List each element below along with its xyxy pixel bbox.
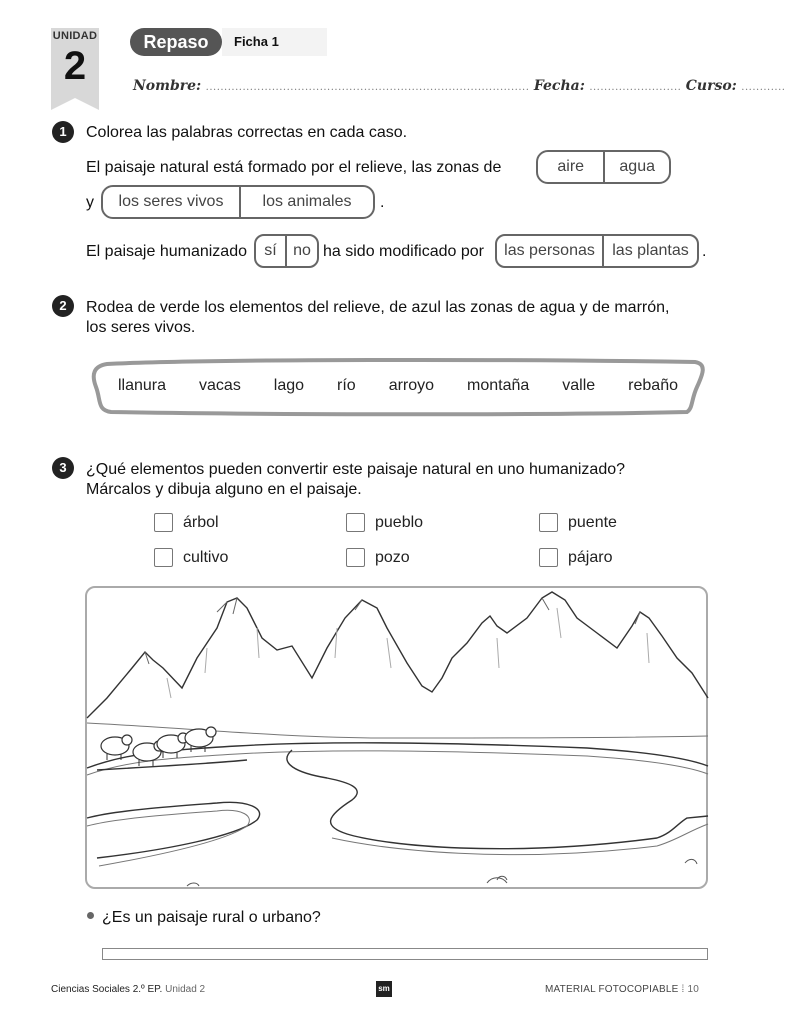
checkbox-label: árbol bbox=[183, 513, 219, 531]
checkbox-square[interactable] bbox=[539, 548, 558, 567]
date-label: Fecha: bbox=[533, 78, 585, 94]
footer-material: MATERIAL FOTOCOPIABLE ⁞ 10 bbox=[545, 984, 699, 995]
word-item[interactable]: montaña bbox=[467, 377, 530, 394]
checkbox-square[interactable] bbox=[346, 513, 365, 532]
question-1-number: 1 bbox=[52, 121, 74, 143]
checkbox-label: cultivo bbox=[183, 548, 229, 566]
sheet-label: Ficha 1 bbox=[222, 28, 327, 56]
checkbox-label: pozo bbox=[375, 548, 410, 566]
word-item[interactable]: llanura bbox=[118, 377, 167, 394]
question-2-number: 2 bbox=[52, 295, 74, 317]
checkbox-pueblo[interactable] bbox=[346, 513, 423, 532]
q1-option-animales[interactable]: los animales bbox=[262, 193, 352, 210]
course-field[interactable]: ............ bbox=[741, 82, 785, 93]
name-field[interactable]: ........................................................................................ bbox=[205, 82, 530, 93]
date-field[interactable]: ......................... bbox=[589, 82, 682, 93]
question-2-prompt-line2: los seres vivos. bbox=[86, 319, 196, 336]
q1-option-group-d bbox=[495, 234, 699, 268]
checkbox-arbol[interactable] bbox=[154, 513, 219, 532]
checkbox-puente[interactable] bbox=[539, 513, 617, 532]
course-label: Curso: bbox=[685, 78, 737, 94]
footer-material-label: MATERIAL FOTOCOPIABLE bbox=[545, 984, 679, 995]
q1-option-aire[interactable]: aire bbox=[557, 158, 585, 175]
checkbox-label: puente bbox=[568, 513, 617, 531]
q1-option-group-b bbox=[101, 185, 375, 219]
q1-line3-text-b: ha sido modificado por bbox=[323, 243, 484, 260]
word-item[interactable]: valle bbox=[562, 377, 596, 394]
river bbox=[97, 750, 708, 849]
sub-question-text: ¿Es un paisaje rural o urbano? bbox=[102, 909, 321, 926]
unit-tab bbox=[51, 28, 99, 110]
q1-option-seres-vivos[interactable]: los seres vivos bbox=[118, 193, 224, 210]
question-1-prompt: Colorea las palabras correctas en cada caso. bbox=[86, 124, 408, 141]
page-number: 10 bbox=[687, 984, 699, 995]
answer-field[interactable] bbox=[102, 948, 708, 960]
q1-line2-suffix: . bbox=[380, 194, 385, 211]
checkbox-square[interactable] bbox=[346, 548, 365, 567]
q1-option-agua[interactable]: agua bbox=[619, 158, 655, 175]
footer-book bbox=[51, 984, 205, 995]
q1-option-group-a bbox=[536, 150, 671, 184]
footer-book-title: Ciencias Sociales 2.º EP. bbox=[51, 984, 163, 995]
checkbox-label: pájaro bbox=[568, 548, 613, 566]
q1-option-group-c bbox=[254, 234, 319, 268]
unit-label: UNIDAD bbox=[52, 30, 98, 42]
q1-option-plantas[interactable]: las plantas bbox=[612, 242, 689, 259]
checkbox-square[interactable] bbox=[154, 548, 173, 567]
name-label: Nombre: bbox=[133, 78, 202, 94]
word-item[interactable]: lago bbox=[273, 377, 305, 394]
checkbox-square[interactable] bbox=[539, 513, 558, 532]
mountain-range bbox=[87, 592, 708, 718]
section-title: Repaso bbox=[130, 28, 222, 56]
word-item[interactable]: rebaño bbox=[628, 377, 678, 394]
q1-option-no[interactable]: no bbox=[293, 242, 311, 259]
q1-line1-text: El paisaje natural está formado por el relieve, las zonas de bbox=[86, 159, 502, 176]
question-3-number: 3 bbox=[52, 457, 74, 479]
question-2-prompt-line1: Rodea de verde los elementos del relieve, de azul las zonas de agua y de marrón, bbox=[86, 299, 670, 316]
unit-number: 2 bbox=[63, 44, 87, 88]
sub-question bbox=[87, 909, 321, 927]
word-item[interactable]: vacas bbox=[199, 377, 241, 394]
word-list bbox=[118, 377, 678, 395]
bullet bbox=[87, 912, 94, 919]
q1-line3-text-a: El paisaje humanizado bbox=[86, 243, 247, 260]
checkbox-pozo[interactable] bbox=[346, 548, 410, 567]
word-item[interactable]: arroyo bbox=[388, 377, 435, 394]
checkbox-cultivo[interactable] bbox=[154, 548, 228, 567]
word-item[interactable]: río bbox=[337, 377, 356, 394]
checkbox-pajaro[interactable] bbox=[539, 548, 612, 567]
q1-line3-suffix: . bbox=[702, 243, 707, 260]
footer-unit: Unidad 2 bbox=[165, 984, 206, 995]
question-3-prompt-line1: ¿Qué elementos pueden convertir este paisaje natural en uno humanizado? bbox=[86, 461, 626, 478]
checkbox-label: pueblo bbox=[375, 513, 424, 531]
sheep-flock bbox=[101, 727, 216, 761]
q1-line2-prefix: y bbox=[86, 194, 94, 211]
landscape-drawing-area[interactable] bbox=[85, 586, 708, 889]
student-info-line bbox=[133, 78, 785, 98]
q1-option-personas[interactable]: las personas bbox=[504, 242, 595, 259]
landscape-illustration bbox=[87, 588, 710, 891]
publisher-logo: sm bbox=[376, 981, 392, 997]
question-3-prompt-line2: Márcalos y dibuja alguno en el paisaje. bbox=[86, 481, 362, 498]
checkbox-square[interactable] bbox=[154, 513, 173, 532]
q1-option-si[interactable]: sí bbox=[264, 242, 277, 259]
